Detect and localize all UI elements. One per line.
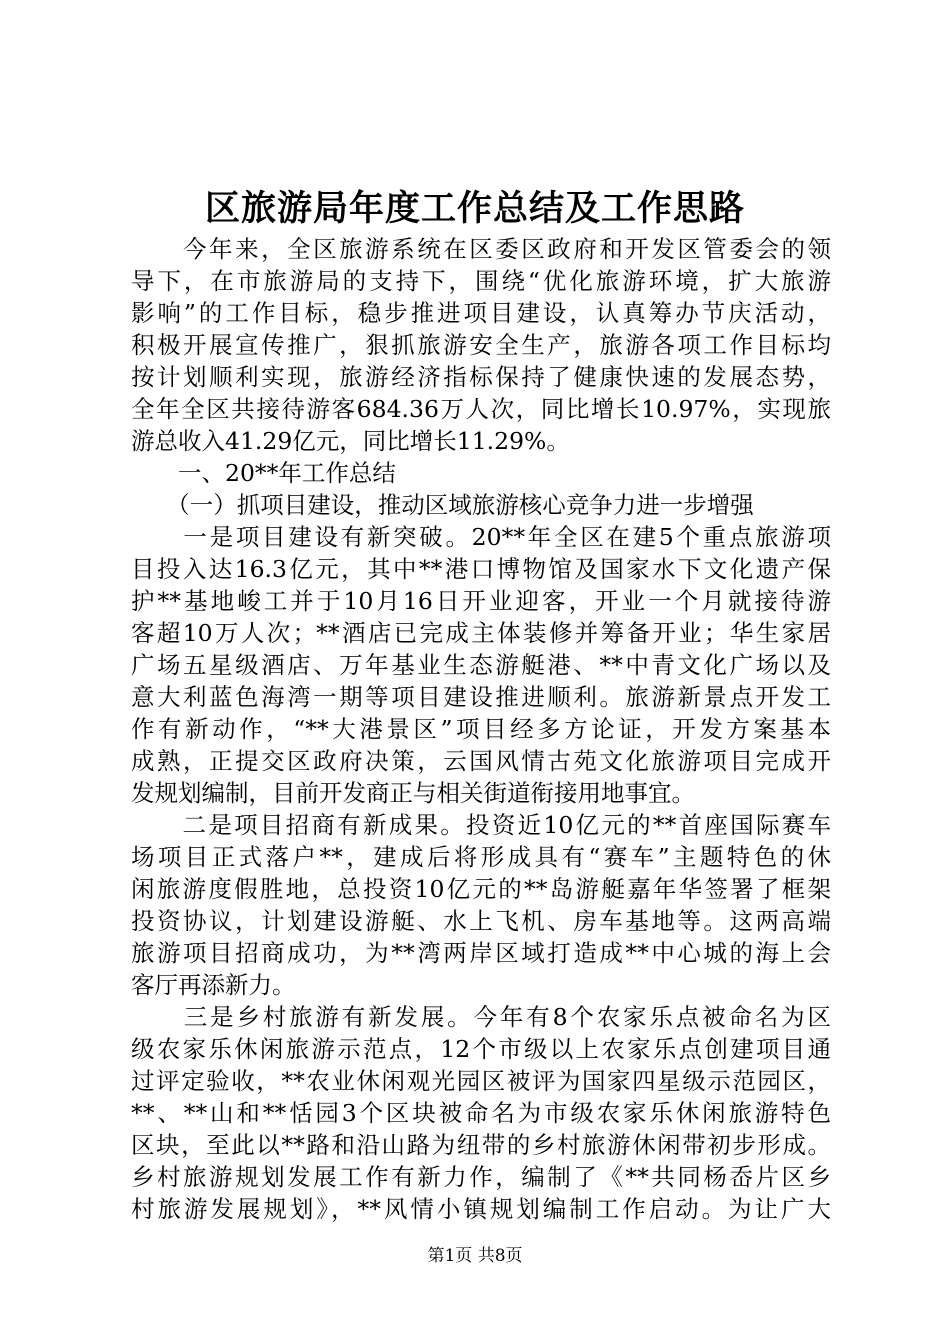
text-line: 影响”的工作目标，稳步推进项目建设，认真筹办节庆活动， bbox=[131, 299, 831, 327]
text-line: 成熟，正提交区政府决策，云国风情古苑文化旅游项目完成开 bbox=[131, 747, 831, 775]
text-line: 客超10万人次；**酒店已完成主体装修并筹备开业；华生家居 bbox=[131, 619, 831, 647]
text-line: 过评定验收，**农业休闲观光园区被评为国家四星级示范园区， bbox=[131, 1067, 831, 1095]
text-line: 投资协议，计划建设游艇、水上飞机、房车基地等。这两高端 bbox=[131, 907, 831, 935]
text-line: 乡村旅游规划发展工作有新力作，编制了《**共同杨岙片区乡 bbox=[131, 1163, 831, 1191]
text-line: 发规划编制，目前开发商正与相关街道衔接用地事宜。 bbox=[131, 779, 695, 807]
text-line: 客厅再添新力。 bbox=[131, 971, 296, 999]
text-line: 闲旅游度假胜地，总投资10亿元的**岛游艇嘉年华签署了框架 bbox=[131, 875, 831, 903]
text-line: 广场五星级酒店、万年基业生态游艇港、**中青文化广场以及 bbox=[131, 651, 831, 679]
text-line: 级农家乐休闲旅游示范点，12个市级以上农家乐点创建项目通 bbox=[131, 1035, 831, 1063]
text-line: 村旅游发展规划》，**风情小镇规划编制工作启动。为让广大 bbox=[131, 1195, 831, 1223]
page-footer: 第1页 共8页 bbox=[427, 1246, 523, 1266]
text-line: 场项目正式落户**，建成后将形成具有“赛车”主题特色的休 bbox=[131, 843, 831, 871]
text-line: 全年全区共接待游客684.36万人次，同比增长10.97%，实现旅 bbox=[131, 395, 831, 423]
text-line: 三是乡村旅游有新发展。今年有8个农家乐点被命名为区 bbox=[131, 1003, 831, 1031]
text-line: 一、20**年工作总结 bbox=[131, 459, 396, 487]
text-line: 游总收入41.29亿元，同比增长11.29%。 bbox=[131, 427, 570, 455]
text-line: 区块，至此以**路和沿山路为纽带的乡村旅游休闲带初步形成。 bbox=[131, 1131, 831, 1159]
text-line: 二是项目招商有新成果。投资近10亿元的**首座国际赛车 bbox=[131, 811, 831, 839]
page-title: 区旅游局年度工作总结及工作思路 bbox=[204, 188, 745, 229]
text-line: 今年来，全区旅游系统在区委区政府和开发区管委会的领 bbox=[131, 235, 831, 263]
body-text bbox=[131, 233, 831, 1225]
text-line: 积极开展宣传推广，狠抓旅游安全生产，旅游各项工作目标均 bbox=[131, 331, 831, 359]
text-line: （一）抓项目建设，推动区域旅游核心竞争力进一步增强 bbox=[131, 491, 754, 519]
text-line: **、**山和**恬园3个区块被命名为市级农家乐休闲旅游特色 bbox=[131, 1099, 831, 1127]
text-line: 一是项目建设有新突破。20**年全区在建5个重点旅游项 bbox=[131, 523, 831, 551]
text-line: 护**基地峻工并于10月16日开业迎客，开业一个月就接待游 bbox=[131, 587, 831, 615]
text-line: 目投入达16.3亿元，其中**港口博物馆及国家水下文化遗产保 bbox=[131, 555, 831, 583]
text-line: 意大利蓝色海湾一期等项目建设推进顺利。旅游新景点开发工 bbox=[131, 683, 831, 711]
text-line: 旅游项目招商成功，为**湾两岸区域打造成**中心城的海上会 bbox=[131, 939, 831, 967]
text-line: 作有新动作，“**大港景区”项目经多方论证，开发方案基本 bbox=[131, 715, 831, 743]
text-line: 按计划顺利实现，旅游经济指标保持了健康快速的发展态势， bbox=[131, 363, 831, 391]
text-line: 导下，在市旅游局的支持下，围绕“优化旅游环境，扩大旅游 bbox=[131, 267, 831, 295]
